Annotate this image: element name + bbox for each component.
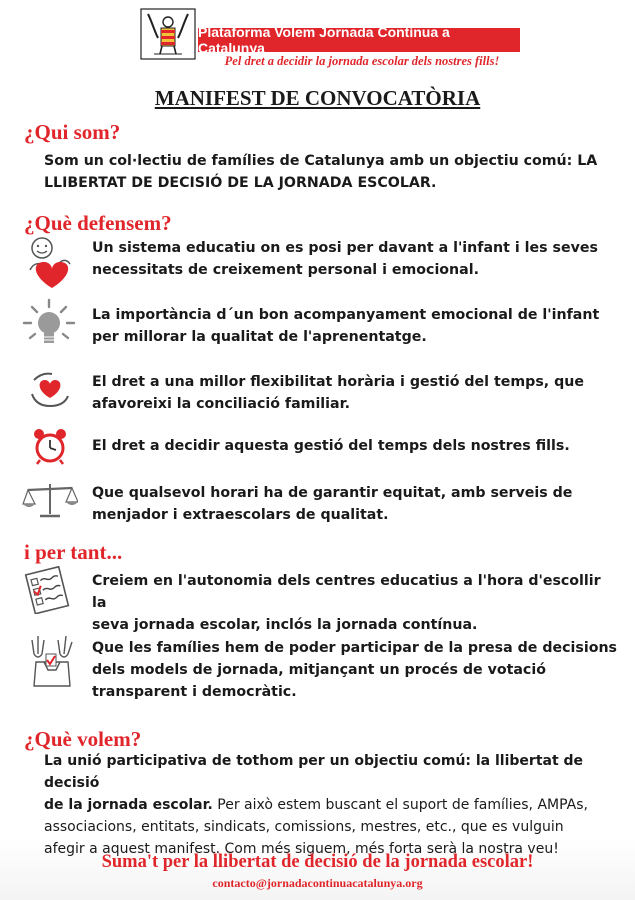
defensem-item-5 [92, 482, 612, 526]
hands-heart-icon [28, 366, 72, 410]
defensem-item-1 [92, 237, 612, 281]
qui-som-line1: Som un col·lectiu de famílies de Catalunya amb un objectiu comú: LA [44, 153, 598, 169]
per-tant-item-1-line1: Creiem en l'autonomia dels centres educatius a l'hora d'escollir la [92, 573, 601, 611]
section-heading-per-tant: i per tant... [24, 540, 123, 564]
defensem-item-5-line1: Que qualsevol horari ha de garantir equitat, amb serveis de [92, 485, 573, 501]
defensem-item-2 [92, 304, 612, 348]
balance-scale-icon [22, 480, 78, 520]
ballot-box-icon [24, 632, 80, 692]
per-tant-item-2-line2: dels models de jornada, mitjançant un procés de votació [92, 662, 546, 678]
que-volem-line2-bold: de la jornada escolar. [44, 797, 213, 813]
section-heading-qui-som: ¿Qui som? [24, 120, 121, 144]
defensem-item-5-line2: menjador i extraescolars de qualitat. [92, 507, 389, 523]
per-tant-item-2 [92, 637, 617, 703]
defensem-item-3-line2: afavoreixi la conciliació familiar. [92, 396, 350, 412]
que-volem-line2-rest: Per això estem buscant el suport de famílies, AMPAs, [212, 797, 588, 813]
que-volem-line1: La unió participativa de tothom per un objectiu comú: la llibertat de decisió [44, 753, 584, 791]
defensem-item-3-line1: El dret a una millor flexibilitat horària i gestió del temps, que [92, 374, 584, 390]
page-title: MANIFEST DE CONVOCATÒRIA [154, 86, 481, 110]
alarm-clock-icon [30, 426, 70, 466]
section-heading-que-volem: ¿Què volem? [24, 727, 142, 751]
defensem-item-1-line1: Un sistema educatiu on es posi per davant a l'infant i les seves [92, 240, 598, 256]
footer-callout: Suma't per la llibertat de decisió de la jornada escolar! [101, 852, 534, 872]
defensem-item-2-line2: per millorar la qualitat de l'aprenentatge. [92, 329, 427, 345]
contact-email-link[interactable]: contacto@jornadacontinuacatalunya.org [212, 876, 423, 890]
section-heading-que-defensem: ¿Què defensem? [24, 211, 172, 235]
que-volem-text [44, 750, 624, 860]
smiley-heart-icon [24, 234, 76, 290]
defensem-item-2-line1: La importància d´un bon acompanyament emocional de l'infant [92, 307, 600, 323]
qui-som-line2: LLIBERTAT DE DECISIÓ DE LA JORNADA ESCOLAR. [44, 175, 437, 191]
defensem-item-4 [92, 435, 612, 457]
lightbulb-icon [22, 298, 76, 352]
qui-som-text [44, 150, 614, 194]
header-tagline: Pel dret a decidir la jornada escolar dels nostres fills! [224, 54, 500, 68]
logo-icon [140, 8, 196, 60]
checklist-icon [22, 566, 74, 614]
per-tant-item-1 [92, 570, 612, 636]
per-tant-item-1-line2: seva jornada escolar, inclós la jornada contínua. [92, 617, 478, 633]
que-volem-line2 [44, 794, 624, 816]
defensem-item-3 [92, 371, 612, 415]
per-tant-item-2-line1: Que les famílies hem de poder participar de la presa de decisions [92, 640, 617, 656]
que-volem-line3: associacions, entitats, sindicats, comissions, mestres, etc., que es vulguin [44, 819, 564, 835]
que-volem-line4: afegir a aquest manifest. Com més siguem, més forta serà la nostra veu! [44, 841, 559, 857]
defensem-item-4-line1: El dret a decidir aquesta gestió del temps dels nostres fills. [92, 438, 570, 454]
header-banner: Plataforma Volem Jornada Contínua a Catalunya [198, 28, 520, 52]
per-tant-item-2-line3: transparent i democràtic. [92, 684, 297, 700]
defensem-item-1-line2: necessitats de creixement personal i emocional. [92, 262, 479, 278]
